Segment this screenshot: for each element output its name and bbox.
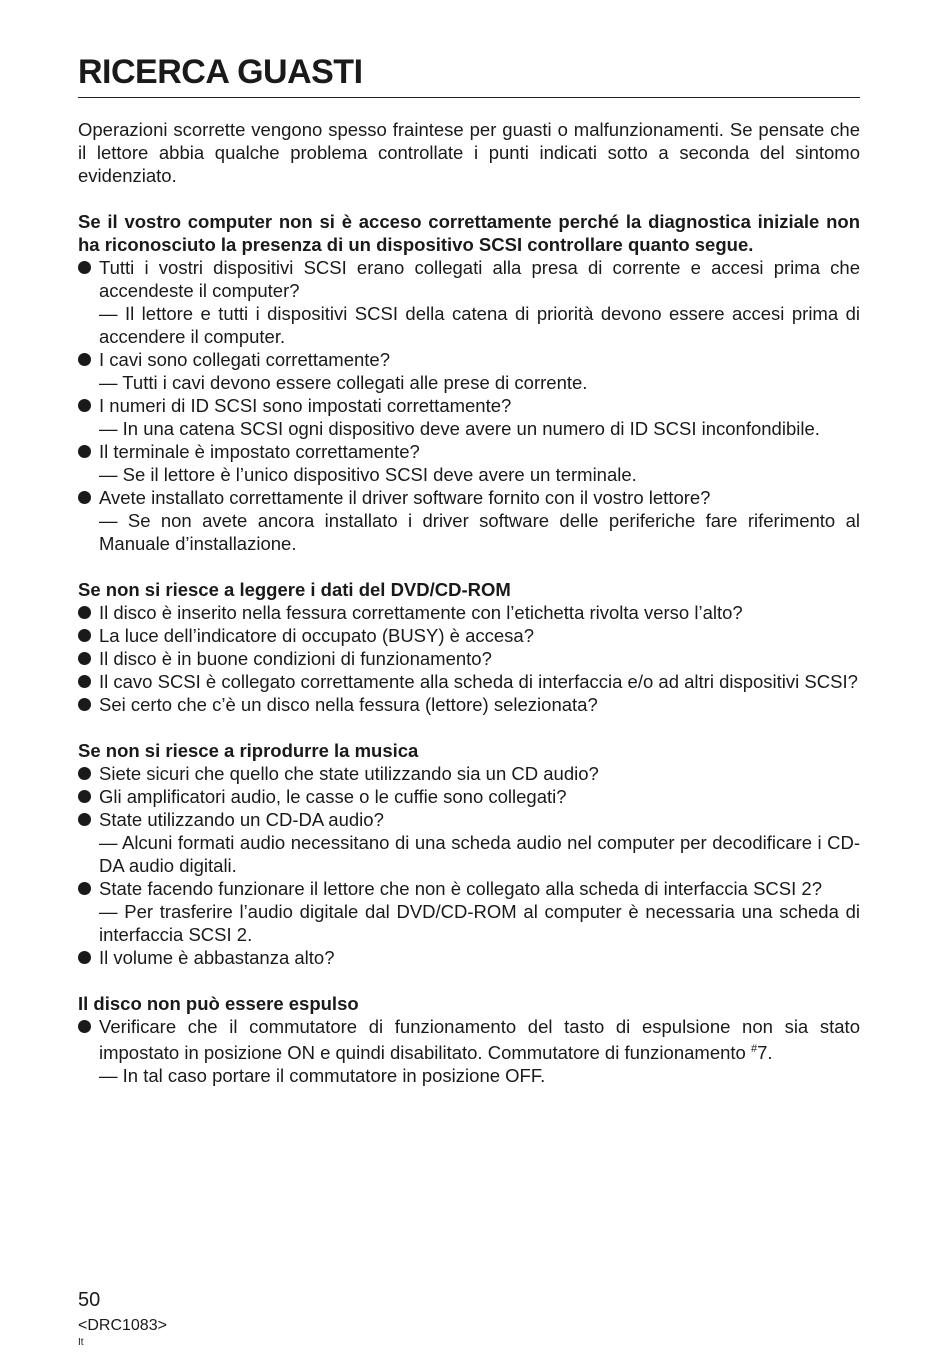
bullet-icon xyxy=(78,698,91,711)
title-divider xyxy=(78,97,860,98)
intro-paragraph: Operazioni scorrette vengono spesso fraintese per guasti o malfunzionamenti. Se pensate che il lettore abbia qualche problema controllate i punti indicati sotto a seconda del sintomo evidenziato. xyxy=(78,119,860,186)
page-footer xyxy=(78,1288,167,1348)
list-item xyxy=(78,624,860,647)
page-number: 50 xyxy=(78,1289,101,1311)
list-item xyxy=(78,808,860,877)
list-item xyxy=(78,785,860,808)
bullet-icon xyxy=(78,1020,91,1033)
section-scsi-detection xyxy=(78,210,860,555)
section-heading: Se non si riesce a riprodurre la musica xyxy=(78,740,419,761)
item-text-tail: 7. xyxy=(757,1042,773,1064)
bullet-icon xyxy=(78,767,91,780)
item-text: Gli amplificatori audio, le casse o le cuffie sono collegati? xyxy=(99,786,567,807)
item-text: La luce dell’indicatore di occupato (BUSY) è accesa? xyxy=(99,625,534,646)
list-item xyxy=(78,877,860,946)
list-item xyxy=(78,762,860,785)
item-note: — Se non avete ancora installato i driver software delle periferiche fare riferimento al Manuale d’installazione. xyxy=(99,510,860,554)
section-read-data xyxy=(78,578,860,716)
item-text: Avete installato correttamente il driver software fornito con il vostro lettore? xyxy=(99,487,711,508)
item-note: — Per trasferire l’audio digitale dal DVD/CD-ROM al computer è necessaria una scheda di interfaccia SCSI 2. xyxy=(99,901,860,945)
list-item xyxy=(78,440,860,486)
checklist xyxy=(78,762,860,969)
item-note: — Tutti i cavi devono essere collegati alle prese di corrente. xyxy=(99,372,588,393)
item-text: Tutti i vostri dispositivi SCSI erano collegati alla presa di corrente e accesi prima che accendeste il computer? xyxy=(99,257,860,301)
bullet-icon xyxy=(78,261,91,274)
checklist xyxy=(78,256,860,555)
item-text: Il cavo SCSI è collegato correttamente alla scheda di interfaccia e/o ad altri dispositivi SCSI? xyxy=(99,671,858,692)
item-text: State facendo funzionare il lettore che non è collegato alla scheda di interfaccia SCSI 2? xyxy=(99,878,822,899)
item-note: — Se il lettore è l’unico dispositivo SCSI deve avere un terminale. xyxy=(99,464,637,485)
bullet-icon xyxy=(78,652,91,665)
section-heading: Il disco non può essere espulso xyxy=(78,993,359,1014)
item-note: — In tal caso portare il commutatore in posizione OFF. xyxy=(99,1065,546,1087)
item-text: Il disco è inserito nella fessura correttamente con l’etichetta rivolta verso l’alto? xyxy=(99,602,743,623)
bullet-icon xyxy=(78,606,91,619)
page-title: RICERCA GUASTI xyxy=(78,53,363,91)
item-note: — Il lettore e tutti i dispositivi SCSI della catena di priorità devono essere accesi prima di accendere il computer. xyxy=(99,303,860,347)
list-item xyxy=(78,670,860,693)
item-text: Sei certo che c’è un disco nella fessura (lettore) selezionata? xyxy=(99,694,598,715)
item-text: Il disco è in buone condizioni di funzionamento? xyxy=(99,648,492,669)
list-item xyxy=(78,486,860,555)
item-text: Verificare che il commutatore di funzionamento del tasto di espulsione non sia stato impostato in posizione ON e quindi disabilitato. Commutatore di funzionamento xyxy=(99,1016,860,1064)
bullet-icon xyxy=(78,675,91,688)
bullet-icon xyxy=(78,491,91,504)
item-note: — Alcuni formati audio necessitano di una scheda audio nel computer per decodificare i CD-DA audio digitali. xyxy=(99,832,860,876)
list-item xyxy=(78,601,860,624)
bullet-icon xyxy=(78,813,91,826)
list-item xyxy=(78,647,860,670)
section-eject xyxy=(78,992,860,1087)
section-heading: Se il vostro computer non si è acceso correttamente perché la diagnostica iniziale non ha riconosciuto la presenza di un dispositivo SCSI controllare quanto segue. xyxy=(78,211,860,255)
section-heading: Se non si riesce a leggere i dati del DVD/CD-ROM xyxy=(78,579,511,600)
item-text: Il volume è abbastanza alto? xyxy=(99,947,335,968)
bullet-icon xyxy=(78,629,91,642)
item-text: I numeri di ID SCSI sono impostati correttamente? xyxy=(99,395,512,416)
section-play-music xyxy=(78,739,860,969)
list-item xyxy=(78,256,860,348)
list-item xyxy=(78,348,860,394)
list-item xyxy=(78,693,860,716)
item-text: State utilizzando un CD-DA audio? xyxy=(99,809,384,830)
list-item xyxy=(78,946,860,969)
bullet-icon xyxy=(78,790,91,803)
item-superscript: # xyxy=(750,1043,758,1055)
list-item xyxy=(78,1015,860,1087)
item-text: Il terminale è impostato correttamente? xyxy=(99,441,420,462)
bullet-icon xyxy=(78,445,91,458)
bullet-icon xyxy=(78,951,91,964)
checklist xyxy=(78,601,860,716)
bullet-icon xyxy=(78,353,91,366)
item-text: Siete sicuri che quello che state utilizzando sia un CD audio? xyxy=(99,763,599,784)
document-body xyxy=(78,118,860,1110)
document-code: <DRC1083> xyxy=(78,1317,167,1334)
language-code: It xyxy=(78,1337,84,1348)
bullet-icon xyxy=(78,399,91,412)
list-item xyxy=(78,394,860,440)
item-text: I cavi sono collegati correttamente? xyxy=(99,349,391,370)
item-note: — In una catena SCSI ogni dispositivo deve avere un numero di ID SCSI inconfondibile. xyxy=(99,418,820,439)
bullet-icon xyxy=(78,882,91,895)
checklist xyxy=(78,1015,860,1087)
